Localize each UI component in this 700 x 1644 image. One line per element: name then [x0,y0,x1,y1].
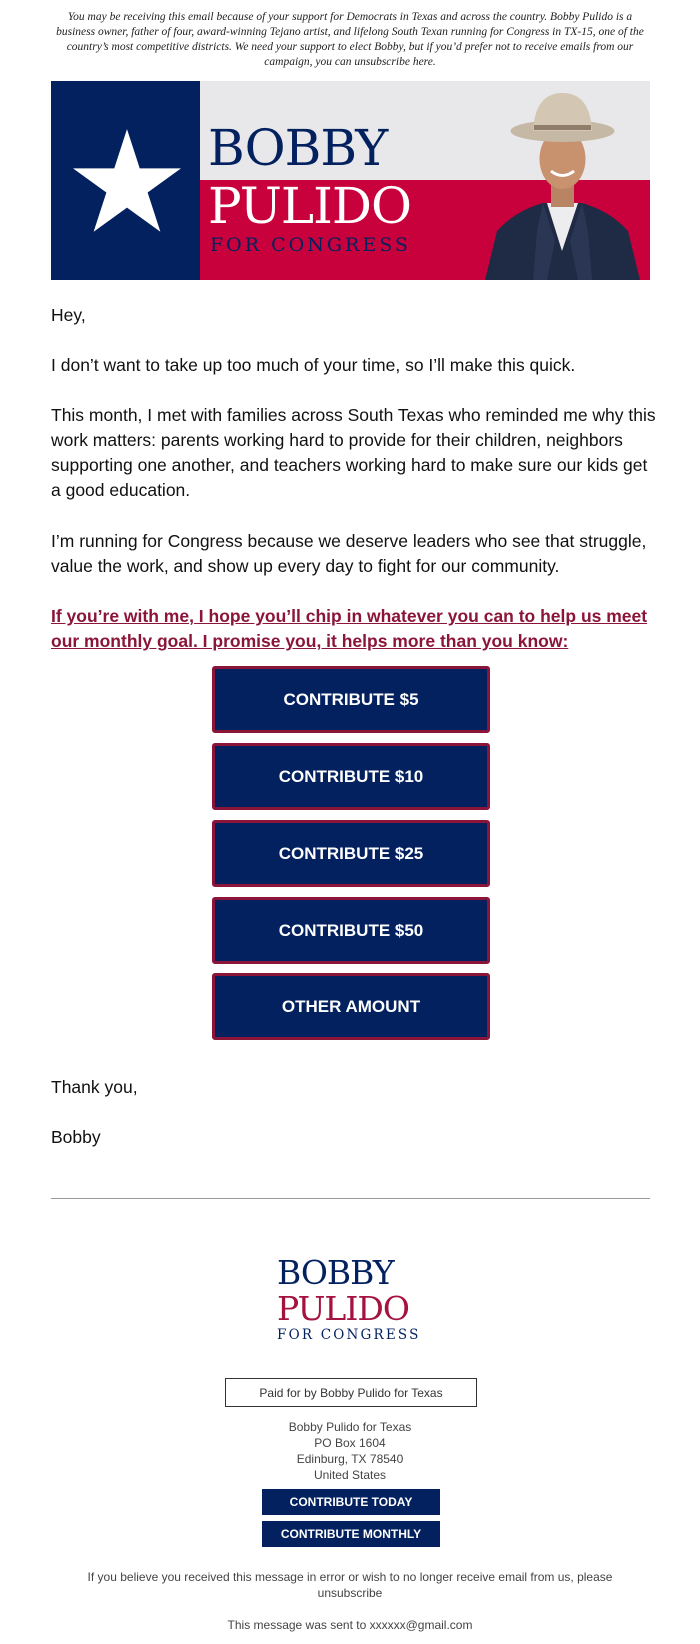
banner-name-last: PULIDO [208,177,411,235]
address-line-2: PO Box 1604 [314,1436,386,1450]
header-banner [51,81,650,280]
footer-divider [51,1198,650,1199]
other-amount-button[interactable]: OTHER AMOUNT [212,973,490,1040]
address-line-3: Edinburg, TX 78540 [296,1452,404,1466]
footer-unsubscribe-link[interactable]: unsubscribe [317,1586,383,1600]
signature: Bobby [51,1127,101,1147]
recipient-email: xxxxxx@gmail.com [369,1618,473,1632]
paragraph-2: This month, I met with families across South Texas who reminded me why this work matters: parents working hard to provide for their children, neighbors supporting one another, and teachers working hard to make sure our kids get a good education. [51,405,656,500]
disclaimer-text: You may be receiving this email because of your support for Democrats in Texas and across the country. Bobby Pulido is a business owner, father of four, award-winning Tejano artist, and lifelong South Texan running for Congress in TX-15, one of the country’s most competitive districts. We need your support to elect Bobby, but if you’d prefer not to receive emails from our campaign, you can [56,11,644,68]
address-line-1: Bobby Pulido for Texas [288,1420,412,1434]
closing: Thank you, [51,1077,138,1097]
contribute-50-button[interactable]: CONTRIBUTE $50 [212,897,490,964]
star-icon [73,129,181,233]
address-line-4: United States [313,1468,387,1482]
banner-for-congress: FOR CONGRESS [210,234,411,256]
footer-logo-last: PULIDO [277,1289,409,1328]
sent-to-notice [150,1617,550,1633]
footer-logo [277,1255,427,1343]
greeting: Hey, [51,305,86,325]
unsubscribe-here-link[interactable]: unsubscribe here [354,56,433,68]
contribute-5-button[interactable]: CONTRIBUTE $5 [212,666,490,733]
disclaimer-end: . [432,56,436,68]
sent-to-prefix: This message was sent to [227,1618,370,1632]
paragraph-3: I’m running for Congress because we deserve leaders who see that struggle, value the work, and show up every day to fight for our community. [51,531,647,576]
disclaimer [51,10,649,70]
contribute-25-button[interactable]: CONTRIBUTE $25 [212,820,490,887]
paragraph-1: I don’t want to take up too much of your time, so I’ll make this quick. [51,355,576,375]
footer-logo-first: BOBBY [277,1253,394,1292]
footer-unsubscribe-note [80,1569,620,1601]
banner-name-first: BOBBY [208,119,388,177]
donation-ask-link[interactable]: If you’re with me, I hope you’ll chip in whatever you can to help us meet our monthly goal. I promise you, it helps more than you know: [51,606,648,651]
footer-note-text: If you believe you received this message in error or wish to no longer receive email from us, please [87,1570,613,1584]
contribute-10-button[interactable]: CONTRIBUTE $10 [212,743,490,810]
contribute-today-button[interactable]: CONTRIBUTE TODAY [262,1489,440,1515]
candidate-photo [475,81,650,280]
contribute-monthly-button[interactable]: CONTRIBUTE MONTHLY [262,1521,440,1547]
paid-for-disclaimer: Paid for by Bobby Pulido for Texas [225,1378,477,1407]
footer-logo-tagline: FOR CONGRESS [277,1327,421,1343]
